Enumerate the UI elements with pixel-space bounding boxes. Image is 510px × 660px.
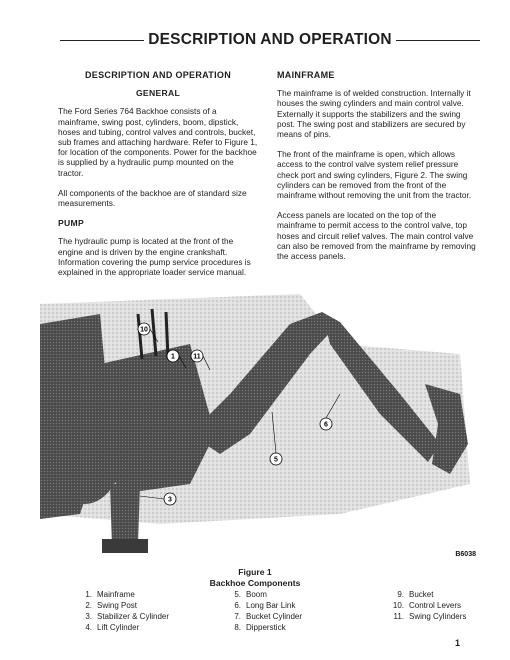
legend-item <box>78 600 169 611</box>
callout-6: 6 <box>324 421 328 429</box>
callout-10: 10 <box>140 326 148 334</box>
legend-column-2 <box>227 589 302 633</box>
pump-paragraph-1: The hydraulic pump is located at the front of the engine and is driven by the engine crankshaft. Information covering the pump service procedures is explained in the appropriate loader service manual. <box>58 236 251 278</box>
legend-label: Bucket <box>409 590 434 599</box>
legend-item <box>78 611 169 622</box>
callout-11: 11 <box>193 353 201 361</box>
callout-3: 3 <box>168 496 172 504</box>
legend-number: 2. <box>85 601 92 610</box>
legend-column-1 <box>78 589 169 633</box>
header-rule-right <box>396 40 480 41</box>
backhoe-photo <box>40 284 480 564</box>
figure-caption-title: Figure 1 <box>238 567 272 577</box>
callout-1: 1 <box>171 353 175 361</box>
left-column <box>58 70 258 287</box>
mainframe-paragraph-1: The mainframe is of welded construction. Internally it houses the swing cylinders and main control valve. Externally it supports the stabilizers and the swing post. The swing post and stabilizers are secured by means of pins. <box>277 88 471 140</box>
legend-number: 10. <box>392 601 404 610</box>
legend-item <box>78 589 169 600</box>
mainframe-paragraph-3: Access panels are located on the top of the mainframe to permit access to the control valve, top hoses and circuit relief valves. The main control valve can also be removed from the mainframe by removing the access panels. <box>277 210 476 262</box>
page-header <box>60 30 480 50</box>
legend-label: Boom <box>246 590 267 599</box>
legend-label: Lift Cylinder <box>97 623 140 632</box>
legend-number: 9. <box>397 590 404 599</box>
legend-number: 5. <box>234 590 241 599</box>
legend-item <box>227 600 302 611</box>
legend-number: 7. <box>234 612 241 621</box>
general-paragraph-2: All components of the backhoe are of standard size measurements. <box>58 187 247 209</box>
left-column-heading: DESCRIPTION AND OPERATION <box>84 70 231 80</box>
legend-item <box>78 622 169 633</box>
legend-number: 6. <box>234 601 241 610</box>
legend-item <box>390 611 466 622</box>
right-column <box>277 70 477 271</box>
legend-item <box>390 600 466 611</box>
legend-item <box>390 589 466 600</box>
legend-label: Swing Post <box>97 601 138 610</box>
mainframe-heading: MAINFRAME <box>277 70 335 80</box>
legend-number: 3. <box>85 612 92 621</box>
header-rule-left <box>60 40 144 41</box>
legend-label: Swing Cylinders <box>409 612 467 621</box>
figure-code: B6038 <box>455 551 476 558</box>
legend-number: 1. <box>85 590 92 599</box>
general-paragraph-1: The Ford Series 764 Backhoe consists of a mainframe, swing post, cylinders, boom, dipstick, hoses and tubing, control valves and controls, bucket, sub frames and attaching hardware. Refer to Figure 1, for location of the components. Power for the backhoe is supplied by a hydraulic pump mounted on the tractor. <box>58 106 258 178</box>
page-number: 1 <box>455 638 461 648</box>
legend-number: 8. <box>234 623 241 632</box>
legend-item <box>227 622 302 633</box>
legend-number: 11. <box>393 612 404 621</box>
legend-label: Long Bar Link <box>246 601 296 610</box>
legend-label: Control Levers <box>409 601 462 610</box>
stabilizer-pad <box>102 539 148 553</box>
legend-item <box>227 589 302 600</box>
backhoe-illustration <box>40 284 480 564</box>
legend-column-3 <box>390 589 466 622</box>
figure-caption-subtitle: Backhoe Components <box>209 578 301 588</box>
callout-5: 5 <box>274 456 278 464</box>
legend-label: Bucket Cylinder <box>246 612 303 621</box>
general-heading: GENERAL <box>135 88 181 99</box>
legend-label: Stabilizer & Cylinder <box>97 612 170 621</box>
pump-heading: PUMP <box>58 218 85 229</box>
mainframe-paragraph-2: The front of the mainframe is open, which allows access to the control valve system relief pressure check port and swing cylinders, Figure 2. The swing cylinders can be removed from the front of the mainframe without removing the unit from the tractor. <box>277 149 472 201</box>
legend-label: Dipperstick <box>246 623 286 632</box>
legend-item <box>227 611 302 622</box>
stabilizer-shape <box>110 484 140 546</box>
legend-number: 4. <box>85 623 92 632</box>
legend-label: Mainframe <box>97 590 135 599</box>
page-title: DESCRIPTION AND OPERATION <box>148 31 392 48</box>
